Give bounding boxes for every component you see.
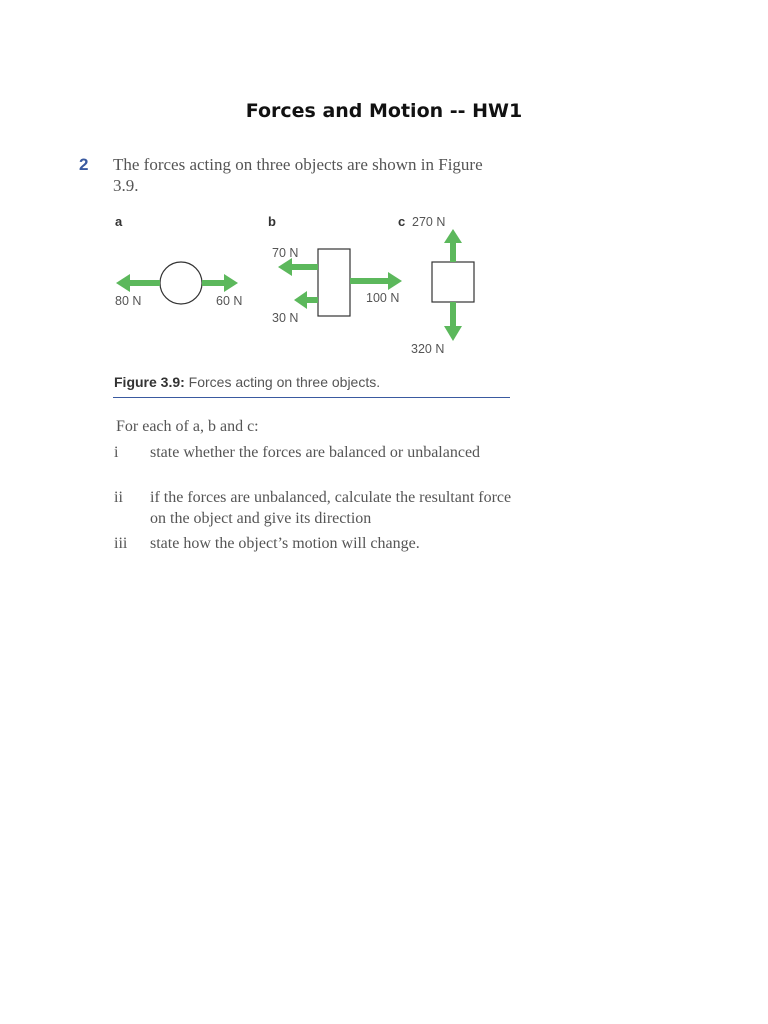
instruction-number: iii	[114, 535, 128, 552]
part-c-force-up-label: 270 N	[412, 215, 446, 229]
instruction-number: ii	[114, 489, 123, 506]
instruction-text: state whether the forces are balanced or unbalanced	[150, 444, 481, 461]
part-b-object	[318, 249, 350, 316]
question-number: 2	[79, 155, 89, 174]
instruction-number: i	[114, 444, 119, 461]
part-a-force-left-label: 80 N	[115, 294, 142, 308]
part-a-left-arrow	[116, 274, 160, 292]
part-a-letter: a	[115, 214, 123, 229]
part-b-force-30-label: 30 N	[272, 311, 299, 325]
caption-figure-number: Figure 3.9:	[114, 374, 185, 390]
part-c-down-arrow	[444, 302, 462, 341]
part-b-force-100-label: 100 N	[366, 291, 400, 305]
part-b-top-left-arrow	[278, 258, 318, 276]
part-a-object	[160, 262, 202, 304]
instruction-text: state how the object’s motion will change.	[150, 535, 420, 552]
part-b-bottom-left-arrow	[294, 291, 318, 309]
figure-caption	[114, 374, 380, 390]
part-b-right-arrow	[350, 272, 402, 290]
forces-figure	[100, 205, 500, 365]
page-title: Forces and Motion -- HW1	[245, 100, 523, 122]
part-b-letter: b	[268, 214, 276, 229]
question-stem: The forces acting on three objects are shown in Figure 3.9.	[113, 155, 483, 195]
part-c-object	[432, 262, 474, 302]
caption-divider	[113, 397, 510, 398]
instructions-intro: For each of a, b and c:	[116, 418, 259, 435]
part-a-force-right-label: 60 N	[216, 294, 243, 308]
part-c-force-down-label: 320 N	[411, 342, 445, 356]
instruction-text: if the forces are unbalanced, calculate the resultant force on the object and give its direction	[150, 489, 512, 527]
part-c-up-arrow	[444, 229, 462, 262]
part-a-right-arrow	[202, 274, 238, 292]
caption-text: Forces acting on three objects.	[184, 374, 381, 390]
part-b-force-70-label: 70 N	[272, 246, 299, 260]
part-c-letter: c	[398, 214, 406, 229]
